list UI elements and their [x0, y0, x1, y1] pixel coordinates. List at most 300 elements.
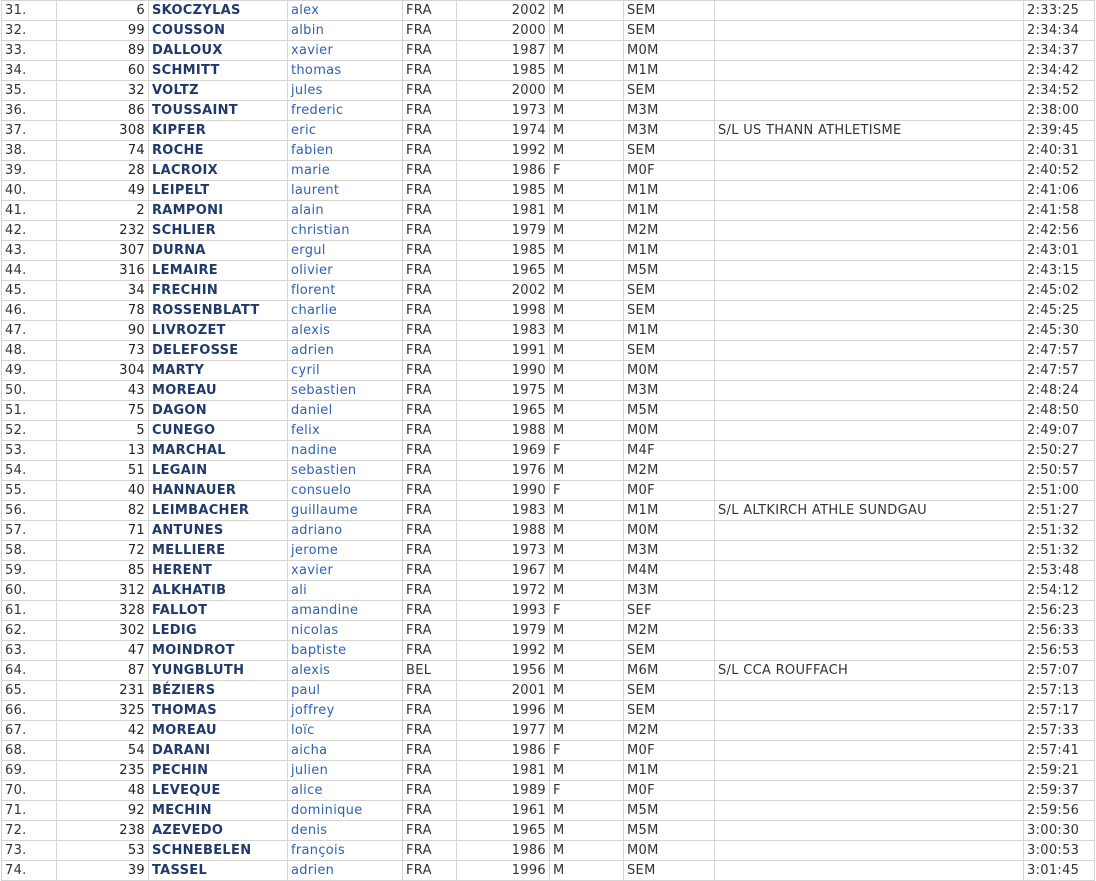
sex-cell[interactable]: M	[550, 381, 624, 401]
time-cell[interactable]: 3:00:30	[1024, 821, 1095, 841]
bib-number-cell[interactable]: 232	[57, 221, 149, 241]
nationality-cell[interactable]: FRA	[403, 821, 457, 841]
bib-number-cell[interactable]: 82	[57, 501, 149, 521]
nationality-cell[interactable]: FRA	[403, 501, 457, 521]
club-cell[interactable]	[715, 641, 1024, 661]
time-cell[interactable]: 2:45:25	[1024, 301, 1095, 321]
first-name-cell[interactable]: julien	[288, 761, 403, 781]
nationality-cell[interactable]: FRA	[403, 61, 457, 81]
time-cell[interactable]: 2:34:37	[1024, 41, 1095, 61]
time-cell[interactable]: 2:57:17	[1024, 701, 1095, 721]
last-name-cell[interactable]: LEIMBACHER	[149, 501, 288, 521]
category-cell[interactable]: M1M	[624, 321, 715, 341]
first-name-cell[interactable]: ergul	[288, 241, 403, 261]
time-cell[interactable]: 2:45:30	[1024, 321, 1095, 341]
bib-number-cell[interactable]: 89	[57, 41, 149, 61]
club-cell[interactable]	[715, 761, 1024, 781]
birth-year-cell[interactable]: 1965	[457, 261, 550, 281]
sex-cell[interactable]: M	[550, 81, 624, 101]
club-cell[interactable]	[715, 421, 1024, 441]
birth-year-cell[interactable]: 1986	[457, 741, 550, 761]
last-name-cell[interactable]: SCHNEBELEN	[149, 841, 288, 861]
first-name-cell[interactable]: alex	[288, 1, 403, 21]
rank-cell[interactable]: 47.	[2, 321, 57, 341]
nationality-cell[interactable]: FRA	[403, 541, 457, 561]
bib-number-cell[interactable]: 28	[57, 161, 149, 181]
birth-year-cell[interactable]: 2000	[457, 81, 550, 101]
category-cell[interactable]: M2M	[624, 221, 715, 241]
nationality-cell[interactable]: FRA	[403, 21, 457, 41]
last-name-cell[interactable]: CUNEGO	[149, 421, 288, 441]
last-name-cell[interactable]: ROSSENBLATT	[149, 301, 288, 321]
first-name-cell[interactable]: charlie	[288, 301, 403, 321]
category-cell[interactable]: M3M	[624, 121, 715, 141]
birth-year-cell[interactable]: 1987	[457, 41, 550, 61]
last-name-cell[interactable]: DELEFOSSE	[149, 341, 288, 361]
bib-number-cell[interactable]: 75	[57, 401, 149, 421]
bib-number-cell[interactable]: 304	[57, 361, 149, 381]
first-name-cell[interactable]: aicha	[288, 741, 403, 761]
first-name-cell[interactable]: laurent	[288, 181, 403, 201]
first-name-cell[interactable]: sebastien	[288, 461, 403, 481]
club-cell[interactable]	[715, 361, 1024, 381]
first-name-cell[interactable]: guillaume	[288, 501, 403, 521]
last-name-cell[interactable]: FALLOT	[149, 601, 288, 621]
category-cell[interactable]: M0M	[624, 521, 715, 541]
rank-cell[interactable]: 35.	[2, 81, 57, 101]
club-cell[interactable]	[715, 181, 1024, 201]
nationality-cell[interactable]: FRA	[403, 341, 457, 361]
birth-year-cell[interactable]: 1961	[457, 801, 550, 821]
first-name-cell[interactable]: nicolas	[288, 621, 403, 641]
category-cell[interactable]: M3M	[624, 581, 715, 601]
category-cell[interactable]: M0M	[624, 361, 715, 381]
club-cell[interactable]	[715, 681, 1024, 701]
club-cell[interactable]	[715, 821, 1024, 841]
category-cell[interactable]: M2M	[624, 621, 715, 641]
birth-year-cell[interactable]: 1979	[457, 221, 550, 241]
rank-cell[interactable]: 74.	[2, 861, 57, 881]
birth-year-cell[interactable]: 1985	[457, 241, 550, 261]
bib-number-cell[interactable]: 316	[57, 261, 149, 281]
nationality-cell[interactable]: FRA	[403, 621, 457, 641]
birth-year-cell[interactable]: 1956	[457, 661, 550, 681]
birth-year-cell[interactable]: 1969	[457, 441, 550, 461]
last-name-cell[interactable]: LEIPELT	[149, 181, 288, 201]
rank-cell[interactable]: 49.	[2, 361, 57, 381]
last-name-cell[interactable]: DAGON	[149, 401, 288, 421]
sex-cell[interactable]: M	[550, 101, 624, 121]
sex-cell[interactable]: M	[550, 641, 624, 661]
birth-year-cell[interactable]: 1977	[457, 721, 550, 741]
nationality-cell[interactable]: FRA	[403, 801, 457, 821]
bib-number-cell[interactable]: 85	[57, 561, 149, 581]
nationality-cell[interactable]: FRA	[403, 361, 457, 381]
last-name-cell[interactable]: MECHIN	[149, 801, 288, 821]
bib-number-cell[interactable]: 49	[57, 181, 149, 201]
time-cell[interactable]: 2:59:37	[1024, 781, 1095, 801]
sex-cell[interactable]: F	[550, 741, 624, 761]
club-cell[interactable]	[715, 841, 1024, 861]
bib-number-cell[interactable]: 40	[57, 481, 149, 501]
birth-year-cell[interactable]: 1983	[457, 321, 550, 341]
first-name-cell[interactable]: albin	[288, 21, 403, 41]
nationality-cell[interactable]: FRA	[403, 101, 457, 121]
category-cell[interactable]: M3M	[624, 541, 715, 561]
time-cell[interactable]: 2:39:45	[1024, 121, 1095, 141]
last-name-cell[interactable]: LEMAIRE	[149, 261, 288, 281]
sex-cell[interactable]: M	[550, 861, 624, 881]
birth-year-cell[interactable]: 1992	[457, 641, 550, 661]
rank-cell[interactable]: 64.	[2, 661, 57, 681]
club-cell[interactable]	[715, 581, 1024, 601]
nationality-cell[interactable]: FRA	[403, 1, 457, 21]
category-cell[interactable]: M1M	[624, 61, 715, 81]
nationality-cell[interactable]: FRA	[403, 281, 457, 301]
time-cell[interactable]: 3:00:53	[1024, 841, 1095, 861]
time-cell[interactable]: 2:57:07	[1024, 661, 1095, 681]
nationality-cell[interactable]: FRA	[403, 141, 457, 161]
club-cell[interactable]	[715, 261, 1024, 281]
club-cell[interactable]	[715, 201, 1024, 221]
last-name-cell[interactable]: LEGAIN	[149, 461, 288, 481]
club-cell[interactable]	[715, 1, 1024, 21]
birth-year-cell[interactable]: 1989	[457, 781, 550, 801]
time-cell[interactable]: 2:59:56	[1024, 801, 1095, 821]
birth-year-cell[interactable]: 2002	[457, 1, 550, 21]
rank-cell[interactable]: 54.	[2, 461, 57, 481]
rank-cell[interactable]: 51.	[2, 401, 57, 421]
first-name-cell[interactable]: sebastien	[288, 381, 403, 401]
bib-number-cell[interactable]: 42	[57, 721, 149, 741]
first-name-cell[interactable]: joffrey	[288, 701, 403, 721]
birth-year-cell[interactable]: 1981	[457, 201, 550, 221]
bib-number-cell[interactable]: 51	[57, 461, 149, 481]
category-cell[interactable]: M2M	[624, 461, 715, 481]
nationality-cell[interactable]: FRA	[403, 601, 457, 621]
rank-cell[interactable]: 67.	[2, 721, 57, 741]
rank-cell[interactable]: 70.	[2, 781, 57, 801]
category-cell[interactable]: M4M	[624, 561, 715, 581]
rank-cell[interactable]: 33.	[2, 41, 57, 61]
rank-cell[interactable]: 50.	[2, 381, 57, 401]
time-cell[interactable]: 2:40:31	[1024, 141, 1095, 161]
club-cell[interactable]	[715, 721, 1024, 741]
bib-number-cell[interactable]: 312	[57, 581, 149, 601]
bib-number-cell[interactable]: 73	[57, 341, 149, 361]
bib-number-cell[interactable]: 92	[57, 801, 149, 821]
last-name-cell[interactable]: TOUSSAINT	[149, 101, 288, 121]
last-name-cell[interactable]: AZEVEDO	[149, 821, 288, 841]
rank-cell[interactable]: 52.	[2, 421, 57, 441]
rank-cell[interactable]: 56.	[2, 501, 57, 521]
birth-year-cell[interactable]: 1996	[457, 701, 550, 721]
category-cell[interactable]: M0M	[624, 841, 715, 861]
bib-number-cell[interactable]: 71	[57, 521, 149, 541]
category-cell[interactable]: M1M	[624, 181, 715, 201]
category-cell[interactable]: SEM	[624, 301, 715, 321]
bib-number-cell[interactable]: 308	[57, 121, 149, 141]
last-name-cell[interactable]: LACROIX	[149, 161, 288, 181]
last-name-cell[interactable]: MARTY	[149, 361, 288, 381]
sex-cell[interactable]: M	[550, 401, 624, 421]
sex-cell[interactable]: M	[550, 581, 624, 601]
bib-number-cell[interactable]: 87	[57, 661, 149, 681]
sex-cell[interactable]: M	[550, 21, 624, 41]
club-cell[interactable]	[715, 241, 1024, 261]
rank-cell[interactable]: 37.	[2, 121, 57, 141]
category-cell[interactable]: M3M	[624, 101, 715, 121]
club-cell[interactable]: S/L CCA ROUFFACH	[715, 661, 1024, 681]
nationality-cell[interactable]: FRA	[403, 121, 457, 141]
birth-year-cell[interactable]: 1972	[457, 581, 550, 601]
last-name-cell[interactable]: DURNA	[149, 241, 288, 261]
nationality-cell[interactable]: BEL	[403, 661, 457, 681]
birth-year-cell[interactable]: 1976	[457, 461, 550, 481]
bib-number-cell[interactable]: 90	[57, 321, 149, 341]
rank-cell[interactable]: 40.	[2, 181, 57, 201]
category-cell[interactable]: SEF	[624, 601, 715, 621]
club-cell[interactable]	[715, 521, 1024, 541]
first-name-cell[interactable]: felix	[288, 421, 403, 441]
last-name-cell[interactable]: THOMAS	[149, 701, 288, 721]
birth-year-cell[interactable]: 1986	[457, 161, 550, 181]
birth-year-cell[interactable]: 1998	[457, 301, 550, 321]
sex-cell[interactable]: M	[550, 341, 624, 361]
time-cell[interactable]: 2:56:23	[1024, 601, 1095, 621]
category-cell[interactable]: SEM	[624, 281, 715, 301]
bib-number-cell[interactable]: 32	[57, 81, 149, 101]
birth-year-cell[interactable]: 1988	[457, 421, 550, 441]
bib-number-cell[interactable]: 328	[57, 601, 149, 621]
last-name-cell[interactable]: COUSSON	[149, 21, 288, 41]
birth-year-cell[interactable]: 1973	[457, 541, 550, 561]
nationality-cell[interactable]: FRA	[403, 481, 457, 501]
club-cell[interactable]	[715, 541, 1024, 561]
first-name-cell[interactable]: paul	[288, 681, 403, 701]
birth-year-cell[interactable]: 1965	[457, 821, 550, 841]
first-name-cell[interactable]: christian	[288, 221, 403, 241]
nationality-cell[interactable]: FRA	[403, 841, 457, 861]
first-name-cell[interactable]: alain	[288, 201, 403, 221]
time-cell[interactable]: 2:51:27	[1024, 501, 1095, 521]
sex-cell[interactable]: M	[550, 1, 624, 21]
club-cell[interactable]	[715, 321, 1024, 341]
time-cell[interactable]: 2:34:42	[1024, 61, 1095, 81]
last-name-cell[interactable]: LEDIG	[149, 621, 288, 641]
nationality-cell[interactable]: FRA	[403, 521, 457, 541]
club-cell[interactable]	[715, 381, 1024, 401]
sex-cell[interactable]: M	[550, 121, 624, 141]
bib-number-cell[interactable]: 307	[57, 241, 149, 261]
sex-cell[interactable]: M	[550, 61, 624, 81]
club-cell[interactable]	[715, 101, 1024, 121]
last-name-cell[interactable]: MOREAU	[149, 381, 288, 401]
bib-number-cell[interactable]: 86	[57, 101, 149, 121]
first-name-cell[interactable]: denis	[288, 821, 403, 841]
rank-cell[interactable]: 45.	[2, 281, 57, 301]
category-cell[interactable]: M0M	[624, 421, 715, 441]
last-name-cell[interactable]: LIVROZET	[149, 321, 288, 341]
first-name-cell[interactable]: alexis	[288, 661, 403, 681]
first-name-cell[interactable]: marie	[288, 161, 403, 181]
club-cell[interactable]	[715, 621, 1024, 641]
sex-cell[interactable]: F	[550, 781, 624, 801]
time-cell[interactable]: 2:43:15	[1024, 261, 1095, 281]
birth-year-cell[interactable]: 1988	[457, 521, 550, 541]
time-cell[interactable]: 2:56:53	[1024, 641, 1095, 661]
last-name-cell[interactable]: KIPFER	[149, 121, 288, 141]
category-cell[interactable]: M6M	[624, 661, 715, 681]
nationality-cell[interactable]: FRA	[403, 781, 457, 801]
rank-cell[interactable]: 42.	[2, 221, 57, 241]
nationality-cell[interactable]: FRA	[403, 681, 457, 701]
time-cell[interactable]: 2:51:32	[1024, 521, 1095, 541]
last-name-cell[interactable]: RAMPONI	[149, 201, 288, 221]
rank-cell[interactable]: 41.	[2, 201, 57, 221]
nationality-cell[interactable]: FRA	[403, 761, 457, 781]
nationality-cell[interactable]: FRA	[403, 321, 457, 341]
birth-year-cell[interactable]: 1965	[457, 401, 550, 421]
rank-cell[interactable]: 63.	[2, 641, 57, 661]
category-cell[interactable]: M5M	[624, 821, 715, 841]
nationality-cell[interactable]: FRA	[403, 741, 457, 761]
sex-cell[interactable]: M	[550, 301, 624, 321]
category-cell[interactable]: SEM	[624, 341, 715, 361]
last-name-cell[interactable]: HERENT	[149, 561, 288, 581]
first-name-cell[interactable]: jerome	[288, 541, 403, 561]
category-cell[interactable]: M5M	[624, 801, 715, 821]
rank-cell[interactable]: 55.	[2, 481, 57, 501]
rank-cell[interactable]: 71.	[2, 801, 57, 821]
rank-cell[interactable]: 57.	[2, 521, 57, 541]
rank-cell[interactable]: 31.	[2, 1, 57, 21]
sex-cell[interactable]: M	[550, 541, 624, 561]
sex-cell[interactable]: M	[550, 721, 624, 741]
first-name-cell[interactable]: adriano	[288, 521, 403, 541]
club-cell[interactable]: S/L US THANN ATHLETISME	[715, 121, 1024, 141]
rank-cell[interactable]: 36.	[2, 101, 57, 121]
birth-year-cell[interactable]: 1985	[457, 61, 550, 81]
club-cell[interactable]	[715, 21, 1024, 41]
rank-cell[interactable]: 58.	[2, 541, 57, 561]
club-cell[interactable]	[715, 141, 1024, 161]
sex-cell[interactable]: M	[550, 181, 624, 201]
birth-year-cell[interactable]: 1967	[457, 561, 550, 581]
club-cell[interactable]	[715, 281, 1024, 301]
nationality-cell[interactable]: FRA	[403, 301, 457, 321]
birth-year-cell[interactable]: 1979	[457, 621, 550, 641]
first-name-cell[interactable]: xavier	[288, 561, 403, 581]
birth-year-cell[interactable]: 1992	[457, 141, 550, 161]
bib-number-cell[interactable]: 99	[57, 21, 149, 41]
rank-cell[interactable]: 43.	[2, 241, 57, 261]
last-name-cell[interactable]: FRECHIN	[149, 281, 288, 301]
club-cell[interactable]	[715, 41, 1024, 61]
time-cell[interactable]: 2:54:12	[1024, 581, 1095, 601]
nationality-cell[interactable]: FRA	[403, 441, 457, 461]
rank-cell[interactable]: 62.	[2, 621, 57, 641]
rank-cell[interactable]: 59.	[2, 561, 57, 581]
time-cell[interactable]: 2:41:58	[1024, 201, 1095, 221]
sex-cell[interactable]: M	[550, 681, 624, 701]
nationality-cell[interactable]: FRA	[403, 381, 457, 401]
time-cell[interactable]: 2:34:34	[1024, 21, 1095, 41]
time-cell[interactable]: 2:45:02	[1024, 281, 1095, 301]
time-cell[interactable]: 2:49:07	[1024, 421, 1095, 441]
club-cell[interactable]: S/L ALTKIRCH ATHLE SUNDGAU	[715, 501, 1024, 521]
birth-year-cell[interactable]: 2002	[457, 281, 550, 301]
time-cell[interactable]: 2:48:50	[1024, 401, 1095, 421]
first-name-cell[interactable]: françois	[288, 841, 403, 861]
first-name-cell[interactable]: daniel	[288, 401, 403, 421]
last-name-cell[interactable]: BÉZIERS	[149, 681, 288, 701]
sex-cell[interactable]: M	[550, 461, 624, 481]
first-name-cell[interactable]: ali	[288, 581, 403, 601]
bib-number-cell[interactable]: 34	[57, 281, 149, 301]
category-cell[interactable]: SEM	[624, 21, 715, 41]
bib-number-cell[interactable]: 60	[57, 61, 149, 81]
nationality-cell[interactable]: FRA	[403, 701, 457, 721]
nationality-cell[interactable]: FRA	[403, 261, 457, 281]
time-cell[interactable]: 3:01:45	[1024, 861, 1095, 881]
bib-number-cell[interactable]: 47	[57, 641, 149, 661]
sex-cell[interactable]: M	[550, 421, 624, 441]
birth-year-cell[interactable]: 1990	[457, 361, 550, 381]
first-name-cell[interactable]: loïc	[288, 721, 403, 741]
nationality-cell[interactable]: FRA	[403, 401, 457, 421]
time-cell[interactable]: 2:51:00	[1024, 481, 1095, 501]
time-cell[interactable]: 2:53:48	[1024, 561, 1095, 581]
time-cell[interactable]: 2:57:41	[1024, 741, 1095, 761]
sex-cell[interactable]: F	[550, 601, 624, 621]
rank-cell[interactable]: 66.	[2, 701, 57, 721]
nationality-cell[interactable]: FRA	[403, 721, 457, 741]
category-cell[interactable]: M5M	[624, 261, 715, 281]
last-name-cell[interactable]: DARANI	[149, 741, 288, 761]
rank-cell[interactable]: 72.	[2, 821, 57, 841]
rank-cell[interactable]: 46.	[2, 301, 57, 321]
time-cell[interactable]: 2:43:01	[1024, 241, 1095, 261]
time-cell[interactable]: 2:57:13	[1024, 681, 1095, 701]
last-name-cell[interactable]: VOLTZ	[149, 81, 288, 101]
category-cell[interactable]: M0F	[624, 481, 715, 501]
club-cell[interactable]	[715, 781, 1024, 801]
time-cell[interactable]: 2:34:52	[1024, 81, 1095, 101]
bib-number-cell[interactable]: 2	[57, 201, 149, 221]
sex-cell[interactable]: M	[550, 821, 624, 841]
last-name-cell[interactable]: MARCHAL	[149, 441, 288, 461]
nationality-cell[interactable]: FRA	[403, 461, 457, 481]
last-name-cell[interactable]: SCHLIER	[149, 221, 288, 241]
rank-cell[interactable]: 48.	[2, 341, 57, 361]
category-cell[interactable]: M0F	[624, 741, 715, 761]
rank-cell[interactable]: 53.	[2, 441, 57, 461]
time-cell[interactable]: 2:33:25	[1024, 1, 1095, 21]
rank-cell[interactable]: 44.	[2, 261, 57, 281]
bib-number-cell[interactable]: 53	[57, 841, 149, 861]
birth-year-cell[interactable]: 1991	[457, 341, 550, 361]
bib-number-cell[interactable]: 74	[57, 141, 149, 161]
bib-number-cell[interactable]: 231	[57, 681, 149, 701]
club-cell[interactable]	[715, 441, 1024, 461]
category-cell[interactable]: M0M	[624, 41, 715, 61]
category-cell[interactable]: SEM	[624, 681, 715, 701]
category-cell[interactable]: M1M	[624, 761, 715, 781]
rank-cell[interactable]: 34.	[2, 61, 57, 81]
club-cell[interactable]	[715, 161, 1024, 181]
last-name-cell[interactable]: MOREAU	[149, 721, 288, 741]
